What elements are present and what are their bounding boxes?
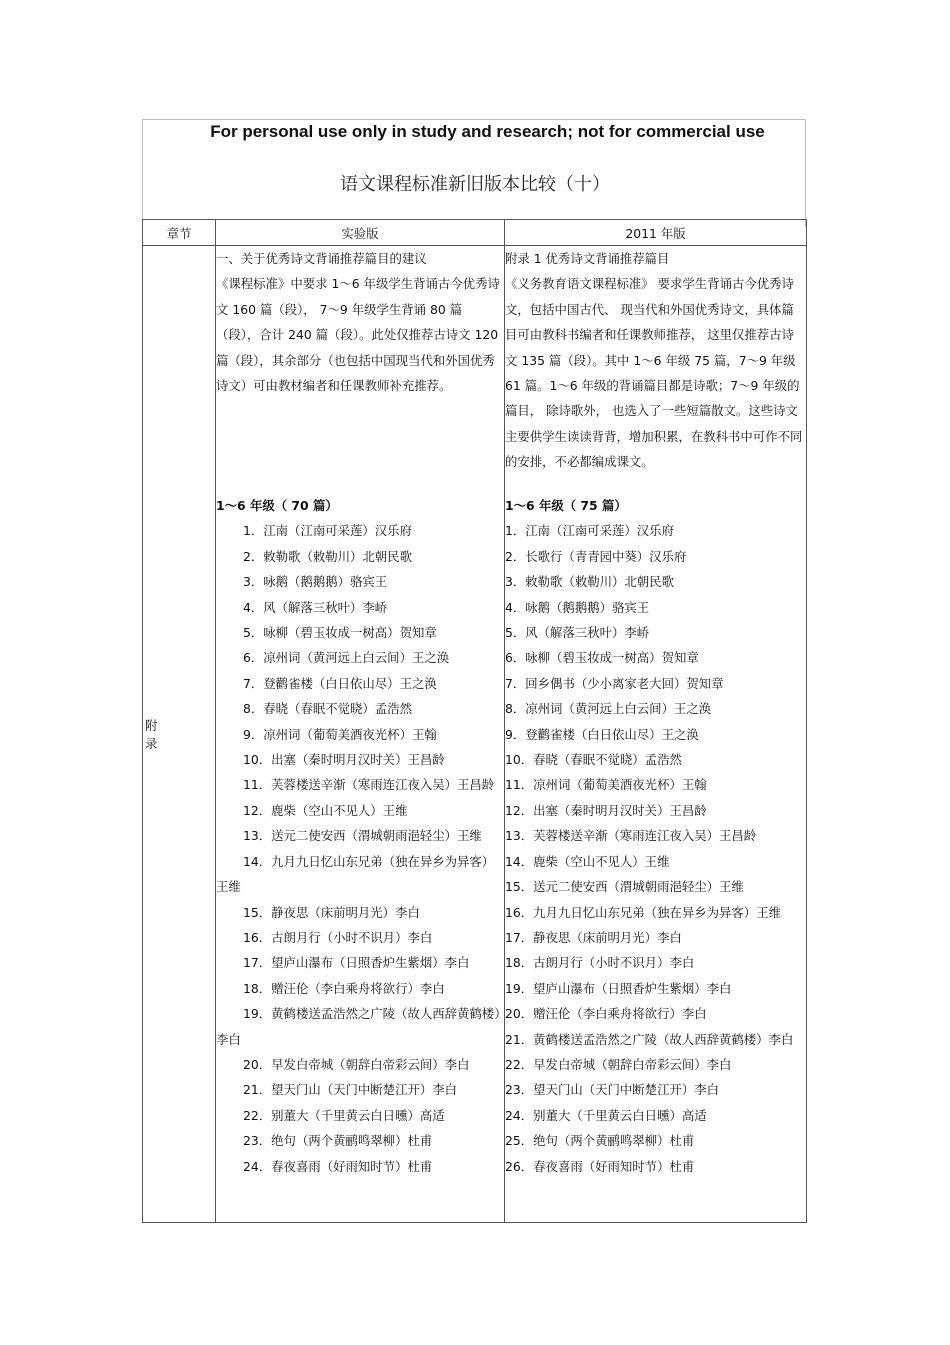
list-item: 22．早发白帝城（朝辞白帝彩云间）李白 — [505, 1056, 732, 1072]
list-item: 6．咏柳（碧玉妆成一树高）贺知章 — [505, 650, 699, 666]
section-cell — [143, 246, 216, 1223]
list-item: 14．九月九日忆山东兄弟（独在异乡为异客）王维 — [216, 853, 495, 895]
list-item: 1．江南（江南可采莲）汉乐府 — [505, 523, 674, 539]
edition-2011-heading: 附录 1 优秀诗文背诵推荐篇目 — [505, 251, 670, 266]
list-item: 20．早发白帝城（朝辞白帝彩云间）李白 — [243, 1056, 470, 1072]
list-item: 26．春夜喜雨（好雨知时节）杜甫 — [505, 1158, 695, 1174]
list-item: 19．黄鹤楼送孟浩然之广陵（故人西辞黄鹤楼）李白 — [216, 1006, 501, 1047]
list-item: 9．凉州词（葡萄美酒夜光杯）王翰 — [243, 726, 437, 742]
list-item: 20．赠汪伦（李白乘舟将欲行）李白 — [505, 1006, 707, 1022]
list-item: 1．江南（江南可采莲）汉乐府 — [243, 523, 412, 539]
experimental-cell — [216, 246, 505, 1223]
list-item: 2．长歌行（青青园中葵）汉乐府 — [505, 548, 687, 564]
list-item: 8．春晓（春眠不觉晓）孟浩然 — [243, 701, 412, 717]
list-item: 9．登鹳雀楼（白日依山尽）王之涣 — [505, 726, 699, 742]
edition-2011-cell — [505, 246, 807, 1223]
list-item: 24．春夜喜雨（好雨知时节）杜甫 — [243, 1158, 433, 1174]
table-header-row — [143, 220, 807, 246]
list-item: 23．望天门山（天门中断楚江开）李白 — [505, 1082, 720, 1098]
list-item: 13．送元二使安西（渭城朝雨浥轻尘）王维 — [243, 828, 482, 844]
list-item: 10．春晓（春眠不觉晓）孟浩然 — [505, 752, 682, 768]
list-item: 15．静夜思（床前明月光）李白 — [243, 904, 420, 920]
table-body-row — [143, 246, 807, 1223]
header-2011: 2011 年版 — [505, 220, 807, 246]
watermark-text: For personal use only in study and research; not for commercial use — [210, 122, 765, 141]
experimental-heading: 一、关于优秀诗文背诵推荐篇目的建议 — [216, 251, 427, 266]
list-item: 2．敕勒歌（敕勒川）北朝民歌 — [243, 548, 412, 564]
list-item: 19．望庐山瀑布（日照香炉生紫烟）李白 — [505, 980, 732, 996]
list-item: 4．风（解落三秋叶）李峤 — [243, 599, 388, 615]
experimental-poem-list — [216, 518, 504, 1179]
edition-2011-grade-label — [505, 493, 806, 518]
experimental-intro — [216, 246, 504, 487]
list-item: 11．芙蓉楼送辛渐（寒雨连江夜入吴）王昌龄 — [243, 777, 495, 793]
list-item: 15．送元二使安西（渭城朝雨浥轻尘）王维 — [505, 879, 744, 895]
list-item: 23．绝句（两个黄鹂鸣翠柳）杜甫 — [243, 1133, 433, 1149]
list-item: 25．绝句（两个黄鹂鸣翠柳）杜甫 — [505, 1133, 695, 1149]
list-item: 5．风（解落三秋叶）李峤 — [505, 625, 650, 641]
section-label: 附录 — [145, 718, 182, 751]
header-experimental: 实验版 — [216, 220, 505, 246]
list-item: 4．咏鹅（鹅鹅鹅）骆宾王 — [505, 599, 650, 615]
experimental-intro-text: 《课程标准》中要求 1～6 年级学生背诵古今优秀诗文 160 篇（段）， 7～9 年级学生背诵 80 篇（段），合计 240 篇（段）。此处仅推荐古诗文 120 篇（段），其余部分（也包括中国现当代和外国优秀诗文）可由教材编者和任课教师补充推荐。 — [216, 276, 500, 394]
list-item: 16．九月九日忆山东兄弟（独在异乡为异客）王维 — [505, 904, 781, 920]
list-item: 11．凉州词（葡萄美酒夜光杯）王翰 — [505, 777, 707, 793]
experimental-grade-text: 1～6 年级（ 70 篇） — [216, 498, 338, 513]
list-item: 16．古朗月行（小时不识月）李白 — [243, 929, 433, 945]
list-item: 14．鹿柴（空山不见人）王维 — [505, 853, 670, 869]
edition-2011-grade-text: 1～6 年级（ 75 篇） — [505, 498, 627, 513]
edition-2011-intro-text: 《义务教育语文课程标准》 要求学生背诵古今优秀诗文，包括中国古代、 现当代和外国优秀诗文，具体篇目可由教科书编者和任课教师推荐， 这里仅推荐古诗文 135 篇（段）。其中 1～6 年级 75 篇，7～9 年级 61 篇。1～6 年级的背诵篇目都是诗歌；7～9 年级的篇目， 除诗歌外， 也选入了一些短篇散文。这些诗文主要供学生读读背背，增加积累，在教科书中可作不同的安排，不必都编成课文。 — [505, 276, 803, 470]
edition-2011-intro — [505, 246, 806, 487]
header-section: 章节 — [143, 220, 216, 246]
list-item: 21．黄鹤楼送孟浩然之广陵（故人西辞黄鹤楼）李白 — [505, 1031, 794, 1047]
list-item: 6．凉州词（黄河远上白云间）王之涣 — [243, 650, 450, 666]
list-item: 17．望庐山瀑布（日照香炉生紫烟）李白 — [243, 955, 470, 971]
list-item: 7．登鹳雀楼（白日依山尽）王之涣 — [243, 675, 437, 691]
experimental-grade-label — [216, 493, 504, 518]
list-item: 22．别董大（千里黄云白日曛）高适 — [243, 1107, 445, 1123]
list-item: 10．出塞（秦时明月汉时关）王昌龄 — [243, 752, 445, 768]
list-item: 24．别董大（千里黄云白日曛）高适 — [505, 1107, 707, 1123]
document-title: 语文课程标准新旧版本比较（十） — [340, 174, 610, 195]
list-item: 17．静夜思（床前明月光）李白 — [505, 929, 682, 945]
list-item: 8．凉州词（黄河远上白云间）王之涣 — [505, 701, 712, 717]
list-item: 12．鹿柴（空山不见人）王维 — [243, 802, 408, 818]
list-item: 3．敕勒歌（敕勒川）北朝民歌 — [505, 574, 674, 590]
edition-2011-poem-list — [505, 518, 806, 1179]
comparison-table — [142, 219, 807, 1223]
list-item: 18．赠汪伦（李白乘舟将欲行）李白 — [243, 980, 445, 996]
list-item: 5．咏柳（碧玉妆成一树高）贺知章 — [243, 625, 437, 641]
list-item: 3．咏鹅（鹅鹅鹅）骆宾王 — [243, 574, 388, 590]
list-item: 21．望天门山（天门中断楚江开）李白 — [243, 1082, 458, 1098]
list-item: 12．出塞（秦时明月汉时关）王昌龄 — [505, 802, 707, 818]
list-item: 18．古朗月行（小时不识月）李白 — [505, 955, 695, 971]
list-item: 7．回乡偶书（少小离家老大回）贺知章 — [505, 675, 724, 691]
list-item: 13．芙蓉楼送辛渐（寒雨连江夜入吴）王昌龄 — [505, 828, 757, 844]
